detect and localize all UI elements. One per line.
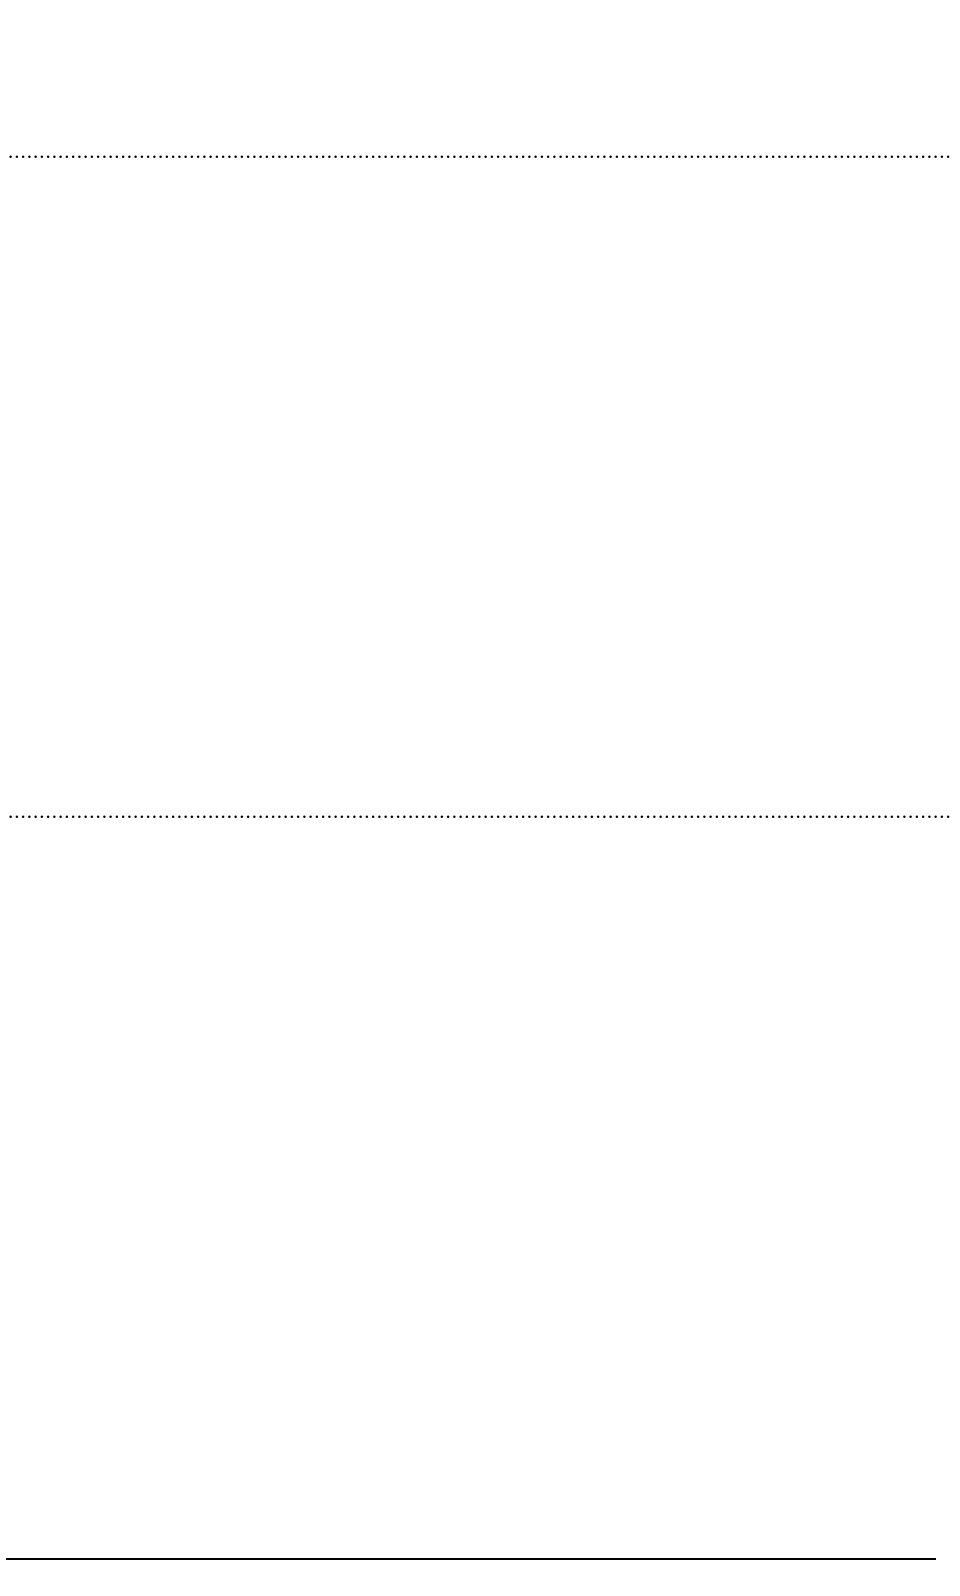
page-header — [6, 0, 922, 28]
leader-dots — [8, 138, 952, 164]
leader-dots — [8, 798, 952, 824]
toc-entry-case-study[interactable] — [6, 798, 954, 826]
toc-entry-prologue[interactable] — [6, 138, 954, 166]
footer-rule — [6, 1558, 936, 1560]
